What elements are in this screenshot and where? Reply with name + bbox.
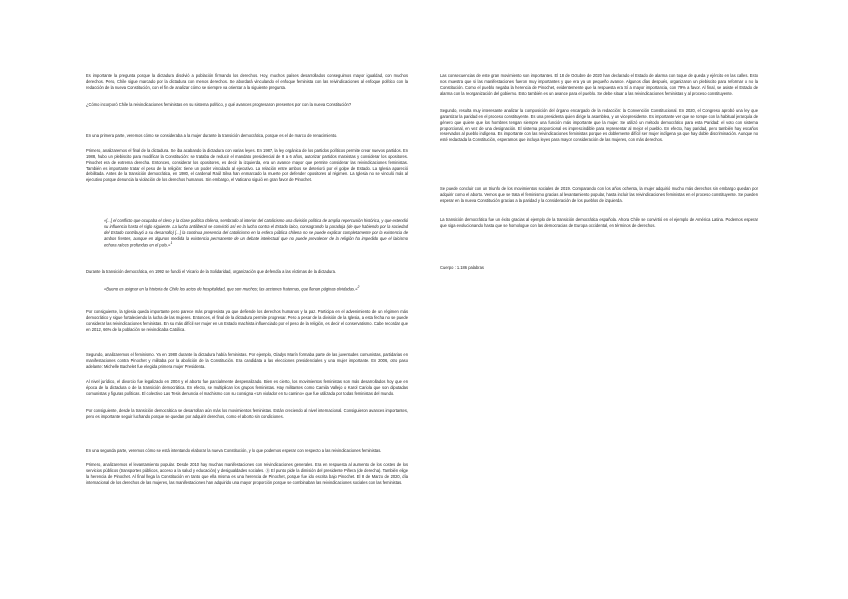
divorce-paragraph: Al nivel jurídico, el divorcio fue legalizado en 2004 y el aborto fue parcialmente despenalizado. Bien es cierto, los movimientos feministas son más desarrollados hoy que en época de la dictadura o de la transición democrática. En efecto, se multiplican los grupos feministas. Hay militantes como Camila Vallejo o Karol Cariola que son diputadas comunistas y figuras políticas. El colectivo Las Tesis denuncia el machismo con su consigna «Un violador en tu camino» que fue utilizada por todas feministas del mundo. [86, 379, 408, 396]
consequence-paragraph: Por consiguiente, desde la transición democrática se desarrollan aún más los movimientos feministas. Están creciendo al nivel internacional. Consiguieron avances importantes, pero es importante seguir luchando porque se quedan por adquirir derechos, como el aborto sin condiciones. [86, 408, 408, 419]
intro-paragraph: Es importante la pregunta porque la dictadura disolvió a población firmando los derechos. Hoy, muchos países desarrollados conseguimos mayor igualdad, con muchos derechos. Pero, Chile sigue marcado por la dictadura con menos derechos. Se abordará vinculando el enfoque feminista con las reivindicaciones al enfoque político con la redacción de la nueva Constitución, con el fin de analizar cómo se siempre va orientar a la siguiente pregunta. [86, 73, 408, 90]
block-quote-1: «[...] el conflicto que ocupaba el clero y la clase política chilena, sembrado al interior del catolicismo una división política de amplia repercusión histórica, y que extendió su influencia hasta el siglo siguiente. La lucha antiliberal se convirtió así en la lucha contra el Estado laico, consagrando la paradoja (de que habiendo por la sociedad del Estado contribuyó a su desarrollo) [...] la continua presencia del catolicismo en la esfera pública chilena no se puede explicar completamente por la existencia de ambos frentes, aunque en algunos medida la existencia permanente de un debate intelectual que no puede prevalecer de la religión ha impedido que el laicismo echara raíces profundas en el país.»$^1$ [104, 218, 409, 248]
final-paragraph: La transición democrática fue un éxito gracias al ejemplo de la transición democrática española. Ahora Chile se convirtió en el ejemplo de América Latina. Podemos esperar que siga evolucionando hasta que se homologue con las democracias de Europa occidental, en términos de derechos. [440, 217, 758, 228]
convention-paragraph: Segundo, resulta muy interesante analizar la composición del órgano encargado de la redacción: la Convención Constitucional. En 2020, el Congreso aprobó una ley que garantizar la paridad en el proceso constituyente. Es una presidenta quien dirige la asamblea, y un vicepresidente. Es importante ver que se rompe con la habitual jerarquía de género que quiere que los hombres tengan siempre una función más importante que la mujer. Se utilizó un método democrático para esta Paridad: el voto con sistema proporcional, en vez de una designación. El sistema proporcional es imprescindible para representar al mejor el pueblo. En efecto, hay paridad, pero también hay escaños reservados al pueblo indígena. Es importante con las reivindicaciones feministas porque es doblemente difícil ser mujer indígena ya que hay doble discriminación. Aunque no esté redactada la Constitución, esperamos que incluya leyes para mayor consideración de las mujeres, con más derechos. [440, 108, 758, 143]
conclusion-paragraph: Se puede concluir con un triunfo de los movimientos sociales de 2019. Comparando con los años ochenta, la mujer adquirió mucho más derechos sin embargo quedan por adquirir como el aborto. Vemos que se trata el feminismo gracias al levantamiento popular, hasta incluir las reivindicaciones feministas en el proceso constituyente. Se pueden esperar en la nueva Constitución gracias a la paridad y la consideración de los pueblos de izquierda. [440, 186, 758, 203]
research-question: ¿Cómo incorporó Chile la reivindicaciones feministas en su sistema político, y qué avances progresaron presentes por con la nueva Constitución? [86, 102, 352, 107]
consequences-paragraph: Las consecuencias de este gran movimiento son importantes. El 18 de Octubre de 2020 han declarado el Estado de alarma con toque de queda y ejército en las calles. Esto nos muestra que si las manifestaciones fueron muy importantes y que era ya un pequeño avance. Algunos días después, organizaron un plebiscito para reformar o no la Constitución. Como el pueblo negaba la herencia de Pinochet, evidentemente que la respuesta era Sí a mayor importancia, con 79% a favor. Al final, se asiste el Estado de alarma con la reorganización del gobierno. Esto también es un avance para el pueblo. Se debe situar a las reivindicaciones feministas y al proceso constituyente. [440, 73, 758, 96]
transition-paragraph: Durante la transición democrática, en 1992 se fundó el Vicario de la Solidaridad, organización que defendía a las víctimas de la dictadura. [86, 269, 337, 274]
part-one-intro: En una primera parte, veremos cómo se consideraba a la mujer durante la transición democrática, porque es el de marco de renacimiento. [86, 133, 338, 138]
part-two-body: Primero, analizaremos el levantamiento popular. Desde 2010 hay muchas manifestaciones con reivindicaciones generales. Era en respuesta al aumento de los costes de los servicios públicos (transportes públicos, acceso a la salud y educación) y desigualdades sociales. Ⓡ El punto pide la dimisión del presidente Piñera (de derecha). También elige la herencia de Pinochet. Al final llega la Constitución en tanto que ella misma es una herencia de Pinochet, porque fue ido escrita bajo Pinochet. El 8 de Marzo de 2020, día internacional de los derechos de las mujeres, las manifestaciones han adquirido una mayor proporción porque se combinaban las reivindicaciones sociales con las feministas. [86, 462, 408, 485]
block-quote-2: «Bueno es asignar en la historia de Chile los actos de hospitalidad, que son muchos; las acciones fraternas, que llenan páginas olvidadas.»$^2$ [104, 285, 360, 292]
footnote-ref-2: 2 [357, 285, 360, 289]
feminism-paragraph: Segundo, analizaremos el feminismo. Ya en 1980 durante la dictadura había feministas. Por ejemplo, Gladys Marín formaba parte de las juventudes comunistas, partidarias en manifestaciones contra Pinochet y militaba por la abolición de la Constitución. Era candidata a las elecciones presidenciales y una mujer importante. En 2006, otro paso adelante: Michelle Bachelet fue elegida primera mujer Presidenta. [86, 352, 408, 369]
right-page [424, 0, 848, 599]
church-paragraph: Por consiguiente, la Iglesia queda importante pero parece más progresista ya que defiende los derechos humanos y la paz. Participa en el advenimiento de un régimen más democrático y sigue fortaleciendo la lucha de las mujeres. Entonces, el final de la dictadura permite progresar. Pero a pesar de la división de la Iglesia, a esta fecha no se puede considerar las reivindicaciones feministas. En su más difícil ser mujer en un Estado machista influenciado por el peso de la religión, es decir el conservatismo. Cabe recordar que en 2012, 66% de la población se reivindicaba Católica. [86, 309, 408, 332]
part-one-body: Primero, analizaremos el final de la dictadura. Se iba acabando la dictadura con varias leyes. En 1987, la ley orgánica de los partidos políticos permite crear nuevos partidos. En 1988, hubo un plebiscito para modificar la Constitución: se trataba de reducir el mandato presidencial de 8 a 6 años, autorizar partidos marxistas y considerar los opositores. Pinochet era de extrema derecha. Entonces, considerar los opositores, es decir la izquierda, era un avance mayor que permite considerar las reivindicaciones feministas. También es importante tratar el peso de la religión: tiene un poder vinculado al ejecutivo. La relación entre ambos se deterioró por el golpe de Estado. La Iglesia apareció debilitada. Antes de la transición democrática, en 1980, el cardenal Raúl Silva han enmarcado la muerte por defender opositores al régimen. La Iglesia no se vinculó más al ejecutivo porque denuncia la violación de los derechos humanos. Sin embargo, el Vaticano siguió en gran favor de Pinochet. [86, 148, 408, 183]
footnote-ref-1: 1 [170, 241, 173, 246]
word-count: Cuerpo : 1.186 palabras [440, 265, 484, 270]
part-two-intro: En una segunda parte, veremos cómo se está intentando elaborar la nueva Constitución, y lo que podemos esperar con respecto a las reivindicaciones feministas. [86, 448, 382, 453]
